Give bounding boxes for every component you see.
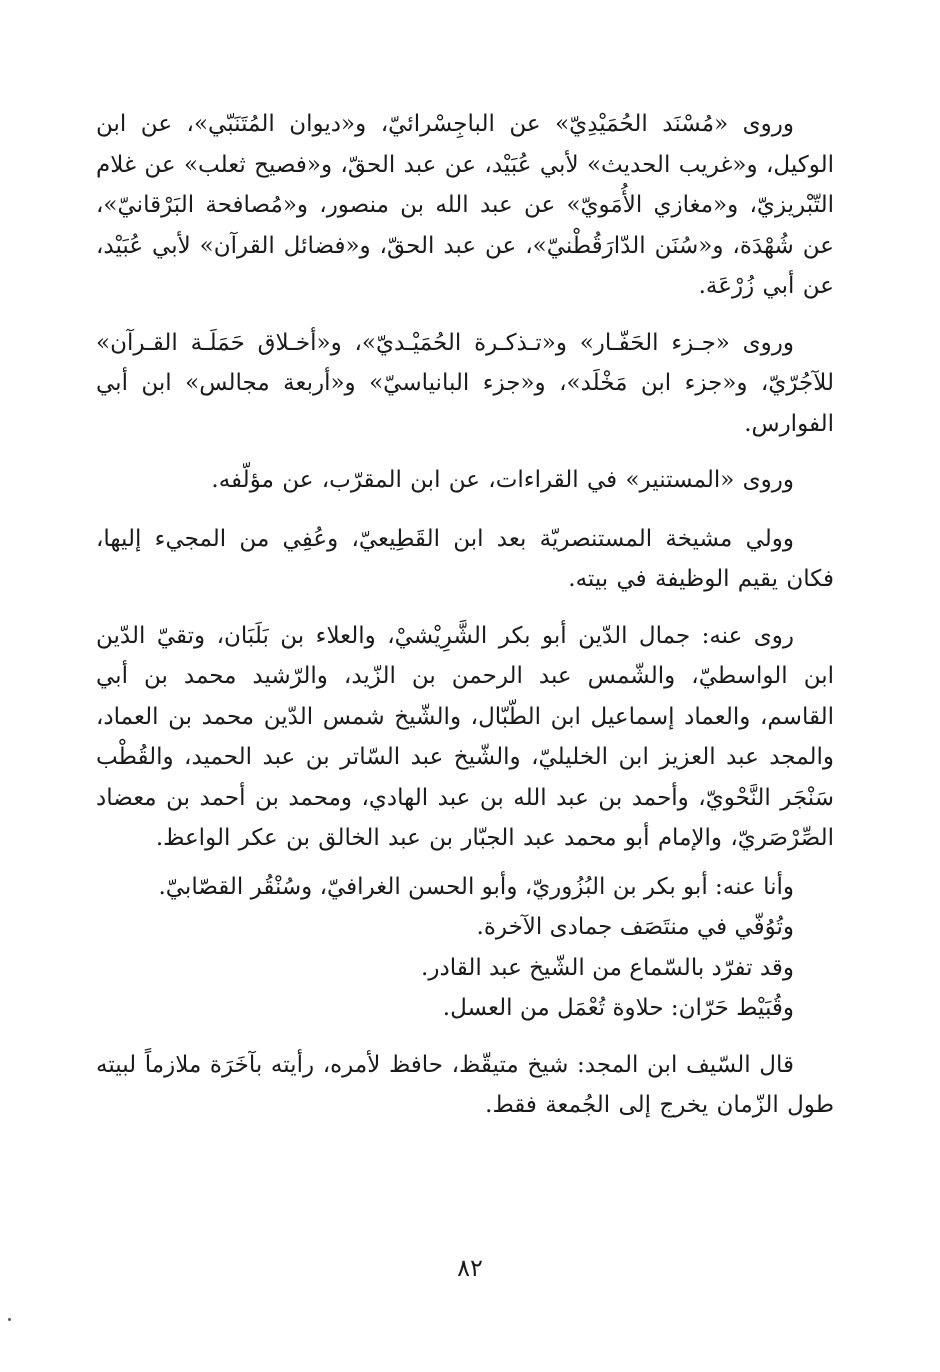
line-death: وتُوُفّي في منتَصَف جمادى الآخرة. bbox=[476, 914, 794, 940]
paragraph-mustansiriyya: وولي مشيخة المستنصريّة بعد ابن القَطِيعيّ، وعُفِي من المجيء إليها، فكان يقيم الوظيفة في بيته. bbox=[96, 525, 834, 592]
short-lines-group bbox=[96, 867, 834, 1029]
page-number: ٨٢ bbox=[457, 1254, 483, 1282]
paragraph-sayf-quote: قال السّيف ابن المجد: شيخ متيقّظ، حافظ لأمره، رأيته بآخَرَة ملازماً لبيته طول الزّمان يخرج إلى الجُمعة فقط. bbox=[96, 1051, 834, 1118]
line-unique-hearing: وقد تفرّد بالسّماع من الشّيخ عبد القادر. bbox=[421, 954, 794, 981]
scan-speck bbox=[8, 1318, 11, 1321]
paragraph-narrations-2: وروى «جـزء الحَفّـار» و«تـذكـرة الحُمَيْـديّ»، و«أخـلاق حَمَلَـة القـرآن» للآجُرّيّ، و«جزء ابن مَخْلَد»، و«جزء البانياسيّ» و«أربعة مجالس» ابن أبي الفوارس. bbox=[96, 329, 834, 437]
paragraph-narrations-1: وروى «مُسْنَد الحُمَيْدِيّ» عن الباجِسْرائيّ، و«ديوان المُتَنَبّي»، عن ابن الوكيل، و«غريب الحديث» لأبي عُبَيْد، عن عبد الحقّ، و«فصيح ثعلب» عن غلام التّبْريزيّ، و«مغازي الأُمَويّ» عن عبد الله بن منصور، و«مُصافحة البَرْقانيّ»، عن شُهْدَة، و«سُنَن الدّارَقُطْنيّ»، عن عبد الحقّ، و«فضائل القرآن» لأبي عُبَيْد، عن أبي زُرْعَة. bbox=[96, 111, 834, 299]
page-body bbox=[96, 104, 834, 1142]
paragraph-narrators: روى عنه: جمال الدّين أبو بكر الشَّرِيْشيْ، والعلاء بن بَلَبَان، وتقيّ الدّين ابن الواسطيّ، والشّمس عبد الرحمن بن الزّيد، والرّشيد محمد بن أبي القاسم، والعماد إسماعيل ابن الطّبّال، والشّيخ شمس الدّين محمد بن العماد، والمجد عبد العزيز ابن الخليليّ، والشّيخ عبد السّاتر بن عبد الحميد، والقُطْب سَنْجَر النَّحْويّ، وأحمد بن عبد الله بن عبد الهادي، ومحمد بن أحمد بن معضاد الصِّرْصَريّ، والإمام أبو محمد عبد الجبّار بن عبد الخالق بن عكر الواعظ. bbox=[96, 622, 834, 851]
paragraph-mustanir: وروى «المستنير» في القراءات، عن ابن المقرّب، عن مؤلّفه. bbox=[211, 467, 794, 493]
line-qubayt-definition: وقُبَيْط حَرّان: حلاوة تُعْمَل من العسل. bbox=[442, 995, 794, 1021]
line-students: وأنا عنه: أبو بكر بن البُزُوريّ، وأبو الحسن الغرافيّ، وسُنْقُر القصّابيّ. bbox=[158, 873, 794, 900]
